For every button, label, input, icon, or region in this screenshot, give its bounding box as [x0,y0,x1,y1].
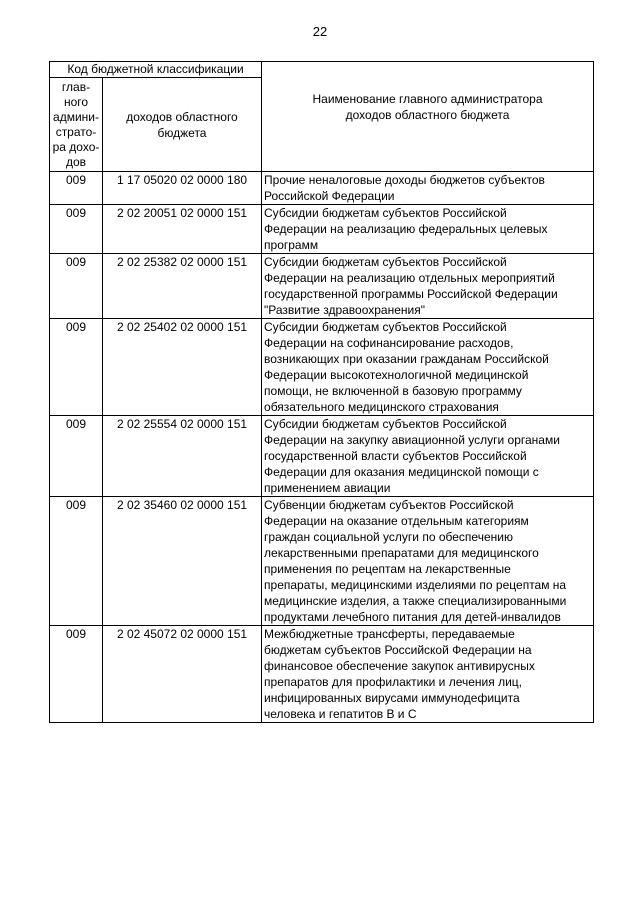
income-code-cell: 2 02 25382 02 0000 151 [103,254,262,319]
header-admin-code: глав- ного админи- страто- ра дохо- дов [50,78,103,172]
income-code-cell: 2 02 25554 02 0000 151 [103,416,262,497]
table-row [50,172,594,205]
admin-code-cell: 009 [50,172,103,205]
table-row [50,497,594,626]
header-budget-classification-code: Код бюджетной классификации [50,62,262,78]
table-row [50,416,594,497]
income-name-cell: Субсидии бюджетам субъектов Российской Федерации на софинансирование расходов, возникающих при оказании гражданам Российской Федерации высокотехнологичной медицинской помощи, не включенной в базовую программу обязательного медицинского страхования [262,319,594,416]
table-body [50,172,594,723]
income-name-cell: Субвенции бюджетам субъектов Российской Федерации на оказание отдельным категориям граждан социальной услуги по обеспечению лекарственными препаратами для медицинского применения по рецептам на лекарственные препараты, медицинскими изделиями по рецептам на медицинские изделия, а также специализированными продуктами лечебного питания для детей-инвалидов [262,497,594,626]
table-row [50,626,594,723]
income-code-cell: 1 17 05020 02 0000 180 [103,172,262,205]
income-code-cell: 2 02 25402 02 0000 151 [103,319,262,416]
budget-classification-table [49,61,594,723]
income-name-cell: Прочие неналоговые доходы бюджетов субъектов Российской Федерации [262,172,594,205]
income-code-cell: 2 02 20051 02 0000 151 [103,205,262,254]
admin-code-cell: 009 [50,626,103,723]
header-administrator-name: Наименование главного администратора доходов областного бюджета [262,62,594,172]
table-row [50,319,594,416]
page-number: 22 [312,24,328,39]
admin-code-cell: 009 [50,416,103,497]
income-name-cell: Субсидии бюджетам субъектов Российской Федерации на реализацию федеральных целевых программ [262,205,594,254]
table-row [50,254,594,319]
admin-code-cell: 009 [50,254,103,319]
income-name-cell: Субсидии бюджетам субъектов Российской Федерации на реализацию отдельных мероприятий государственной программы Российской Федерации "Развитие здравоохранения" [262,254,594,319]
header-row-group [50,62,594,78]
income-code-cell: 2 02 45072 02 0000 151 [103,626,262,723]
income-name-cell: Субсидии бюджетам субъектов Российской Федерации на закупку авиационной услуги органами государственной власти субъектов Российской Федерации для оказания медицинской помощи с применением авиации [262,416,594,497]
table-row [50,205,594,254]
income-code-cell: 2 02 35460 02 0000 151 [103,497,262,626]
admin-code-cell: 009 [50,205,103,254]
income-name-cell: Межбюджетные трансферты, передаваемые бюджетам субъектов Российской Федерации на финансовое обеспечение закупок антивирусных препаратов для профилактики и лечения лиц, инфицированных вирусами иммунодефицита человека и гепатитов В и С [262,626,594,723]
admin-code-cell: 009 [50,497,103,626]
admin-code-cell: 009 [50,319,103,416]
header-income-code: доходов областного бюджета [103,78,262,172]
